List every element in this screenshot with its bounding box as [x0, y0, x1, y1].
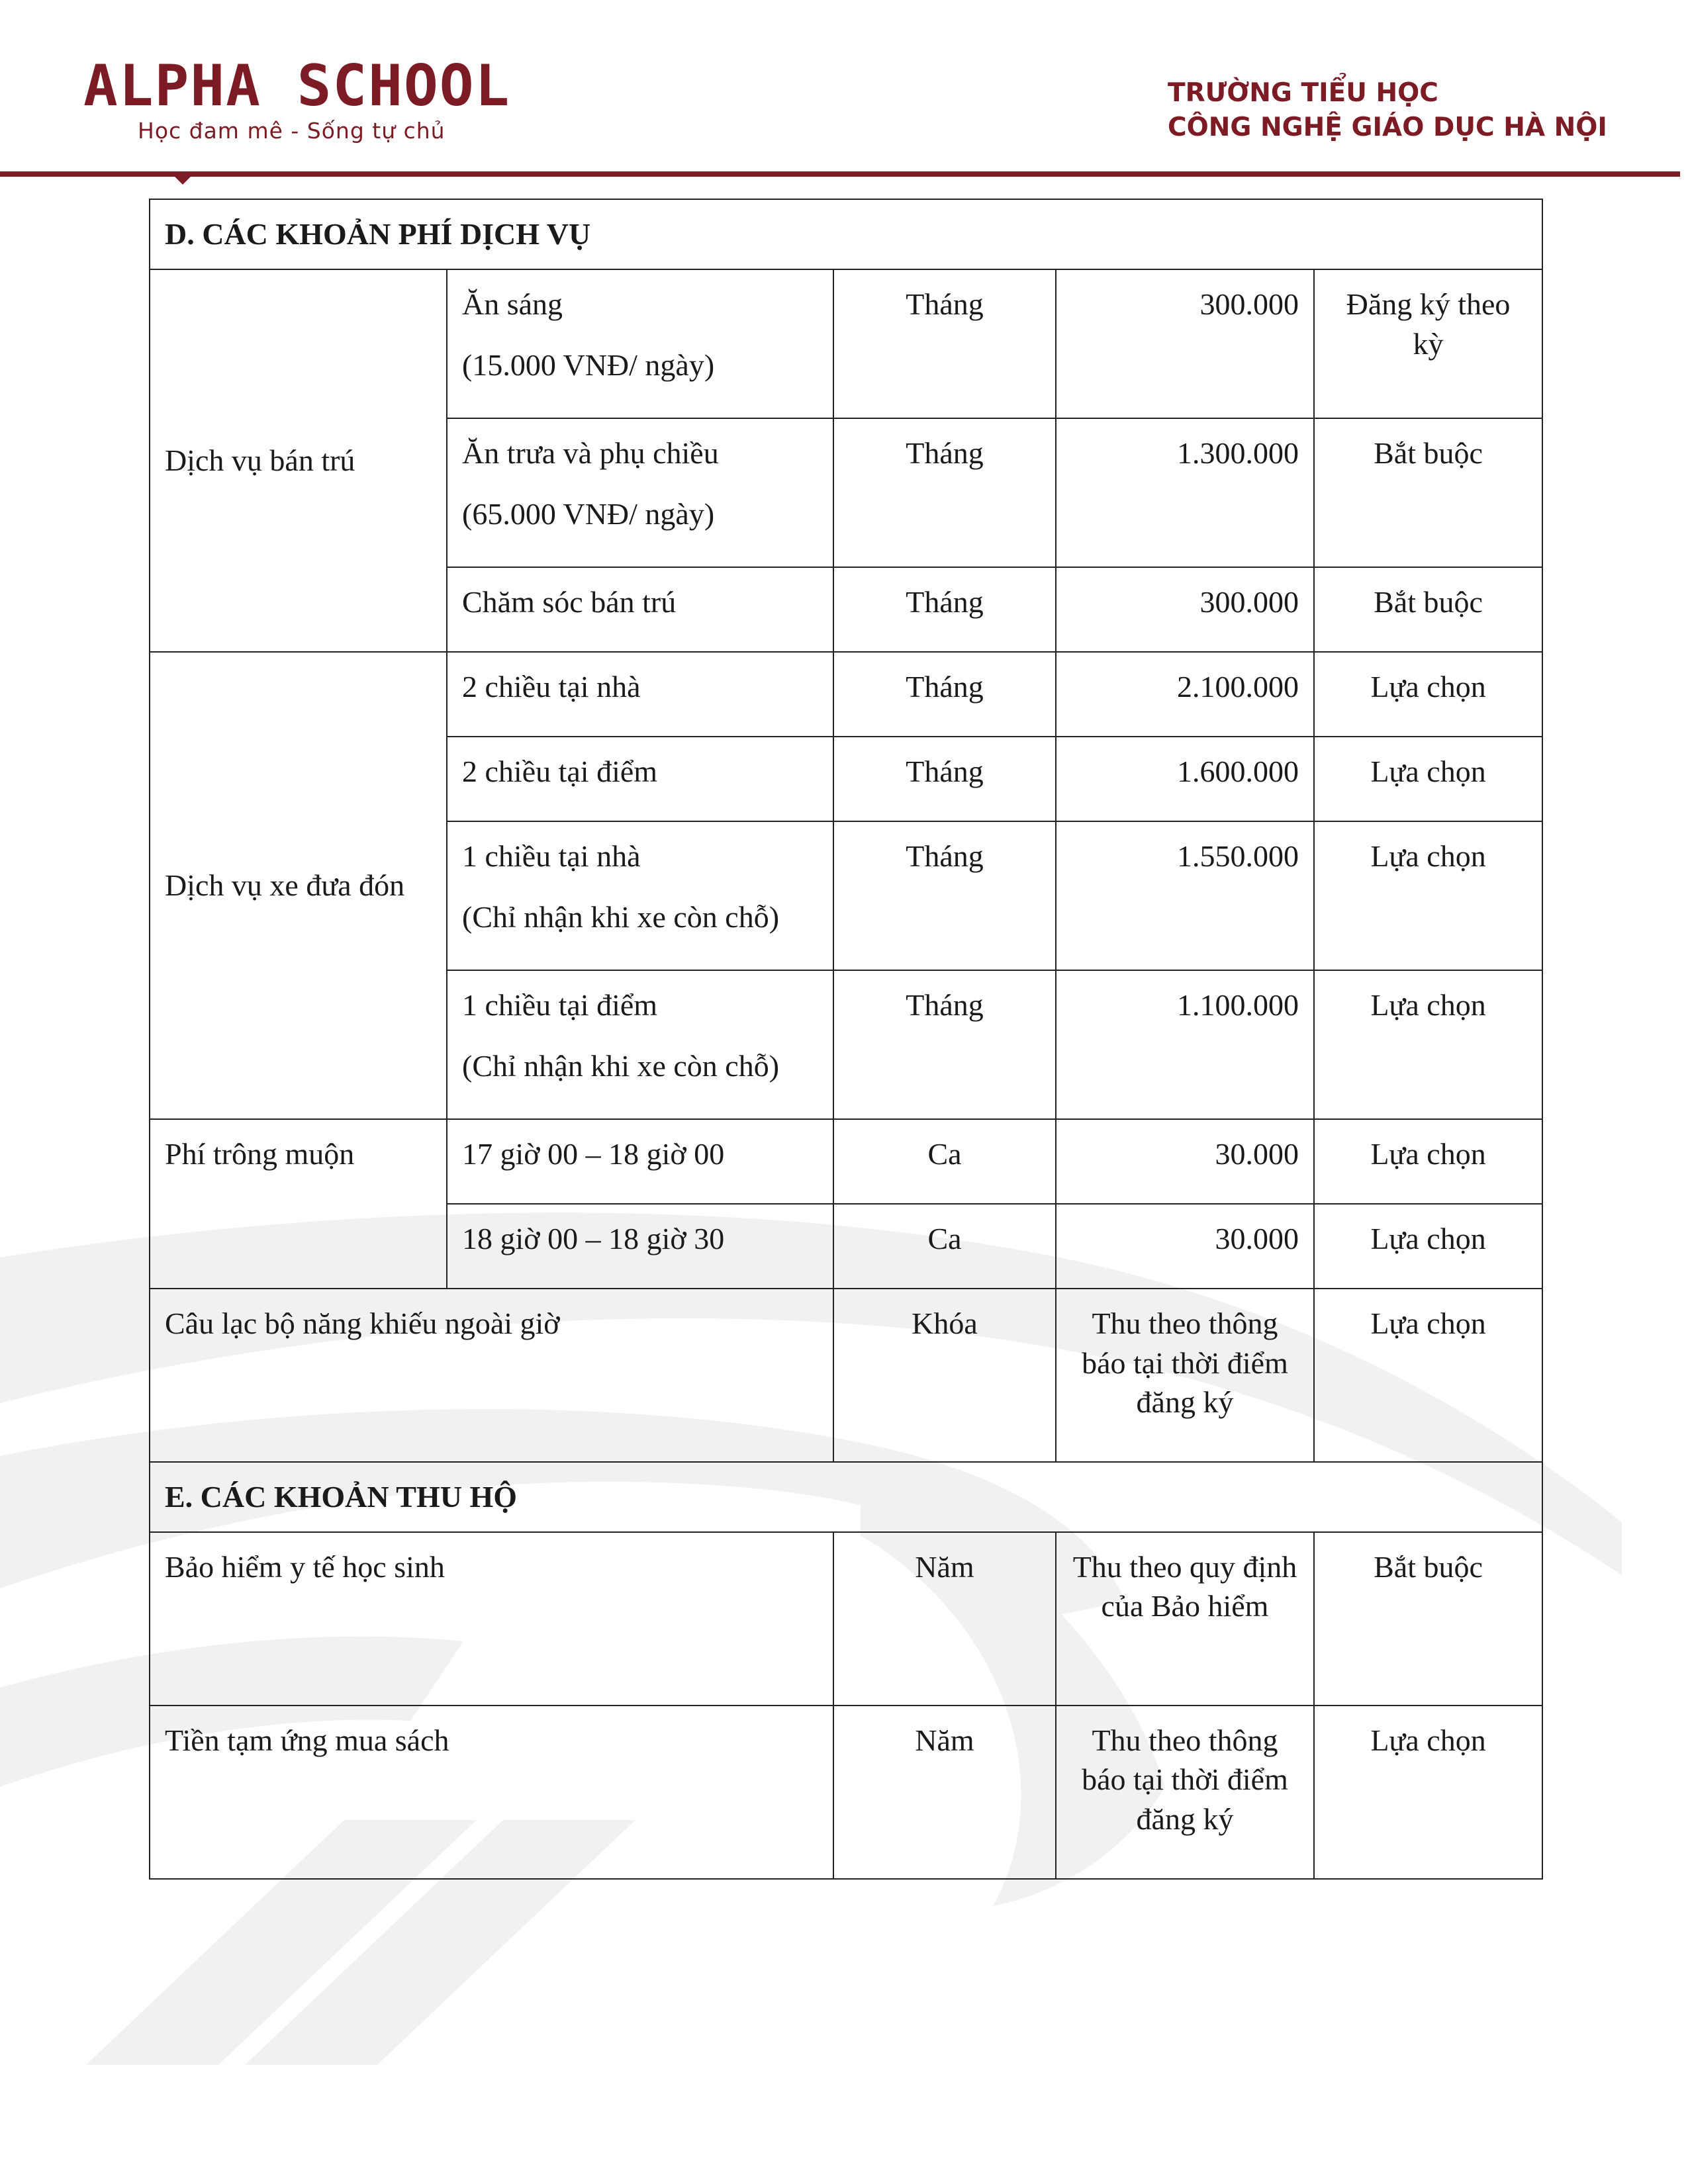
amount-cell: 300.000	[1056, 567, 1314, 652]
amount-cell: 1.550.000	[1056, 821, 1314, 970]
group-name: Phí trông muộn	[150, 1119, 447, 1289]
requirement-cell: Lựa chọn	[1314, 1119, 1542, 1204]
amount-cell: 1.600.000	[1056, 737, 1314, 821]
requirement-cell: Lựa chọn	[1314, 970, 1542, 1119]
requirement-cell: Lựa chọn	[1314, 737, 1542, 821]
requirement-cell: Lựa chọn	[1314, 652, 1542, 737]
unit-cell: Tháng	[833, 418, 1056, 567]
item-cell	[447, 269, 833, 418]
collection-name: Bảo hiểm y tế học sinh	[150, 1532, 833, 1706]
item-name: 2 chiều tại nhà	[447, 652, 833, 737]
unit-cell: Khóa	[833, 1289, 1056, 1462]
requirement-cell: Lựa chọn	[1314, 1289, 1542, 1462]
amount-cell: Thu theo thông báo tại thời điểm đăng ký	[1056, 1289, 1314, 1462]
item-cell	[447, 418, 833, 567]
group-name: Dịch vụ bán trú	[150, 269, 447, 652]
amount-cell: 30.000	[1056, 1119, 1314, 1204]
header-divider-notch	[173, 175, 192, 185]
amount-cell: 2.100.000	[1056, 652, 1314, 737]
requirement-cell: Lựa chọn	[1314, 1706, 1542, 1879]
section-e-title: E. CÁC KHOẢN THU HỘ	[150, 1462, 1542, 1532]
unit-cell: Tháng	[833, 652, 1056, 737]
item-name: Chăm sóc bán trú	[447, 567, 833, 652]
unit-cell: Ca	[833, 1119, 1056, 1204]
unit-cell: Tháng	[833, 269, 1056, 418]
unit-cell: Tháng	[833, 567, 1056, 652]
item-name: 18 giờ 00 – 18 giờ 30	[447, 1204, 833, 1289]
fee-table	[149, 199, 1543, 1880]
item-note: (65.000 VNĐ/ ngày)	[462, 496, 715, 531]
header-divider	[0, 171, 1680, 177]
requirement-cell: Lựa chọn	[1314, 1204, 1542, 1289]
item-name: 17 giờ 00 – 18 giờ 00	[447, 1119, 833, 1204]
item-name: 2 chiều tại điểm	[447, 737, 833, 821]
page-header	[0, 0, 1688, 192]
item-name: 1 chiều tại điểm	[462, 987, 658, 1022]
school-name-line2: CÔNG NGHỆ GIÁO DỤC HÀ NỘI	[1168, 113, 1607, 142]
requirement-cell: Bắt buộc	[1314, 1532, 1542, 1706]
amount-cell: 1.300.000	[1056, 418, 1314, 567]
school-name-line1: TRƯỜNG TIỂU HỌC	[1168, 78, 1438, 108]
amount-cell: 30.000	[1056, 1204, 1314, 1289]
logo-slogan: Học đam mê - Sống tự chủ	[138, 118, 445, 144]
table-row	[150, 1119, 1542, 1204]
table-row	[150, 652, 1542, 737]
amount-cell: 1.100.000	[1056, 970, 1314, 1119]
unit-cell: Ca	[833, 1204, 1056, 1289]
section-d-header	[150, 199, 1542, 269]
item-cell	[447, 970, 833, 1119]
section-e-header	[150, 1462, 1542, 1532]
item-name: Ăn sáng	[462, 287, 563, 321]
amount-cell: Thu theo thông báo tại thời điểm đăng ký	[1056, 1706, 1314, 1879]
unit-cell: Tháng	[833, 821, 1056, 970]
item-note: (Chỉ nhận khi xe còn chỗ)	[462, 1048, 780, 1083]
requirement-cell: Lựa chọn	[1314, 821, 1542, 970]
requirement-cell: Bắt buộc	[1314, 418, 1542, 567]
collection-name: Tiền tạm ứng mua sách	[150, 1706, 833, 1879]
unit-cell: Năm	[833, 1532, 1056, 1706]
table-row	[150, 1289, 1542, 1462]
amount-cell: 300.000	[1056, 269, 1314, 418]
table-row	[150, 1706, 1542, 1879]
requirement-cell: Bắt buộc	[1314, 567, 1542, 652]
unit-cell: Tháng	[833, 970, 1056, 1119]
club-name: Câu lạc bộ năng khiếu ngoài giờ	[150, 1289, 833, 1462]
unit-cell: Tháng	[833, 737, 1056, 821]
item-cell	[447, 821, 833, 970]
amount-cell: Thu theo quy định của Bảo hiểm	[1056, 1532, 1314, 1706]
requirement-cell: Đăng ký theo kỳ	[1314, 269, 1542, 418]
item-name: 1 chiều tại nhà	[462, 839, 641, 873]
section-d-title: D. CÁC KHOẢN PHÍ DỊCH VỤ	[150, 199, 1542, 269]
group-name: Dịch vụ xe đưa đón	[150, 652, 447, 1119]
item-note: (15.000 VNĐ/ ngày)	[462, 347, 715, 382]
item-name: Ăn trưa và phụ chiều	[462, 435, 719, 470]
table-row	[150, 269, 1542, 418]
table-row	[150, 1532, 1542, 1706]
logo-title: ALPHA SCHOOL	[83, 53, 511, 119]
item-note: (Chỉ nhận khi xe còn chỗ)	[462, 899, 780, 934]
unit-cell: Năm	[833, 1706, 1056, 1879]
